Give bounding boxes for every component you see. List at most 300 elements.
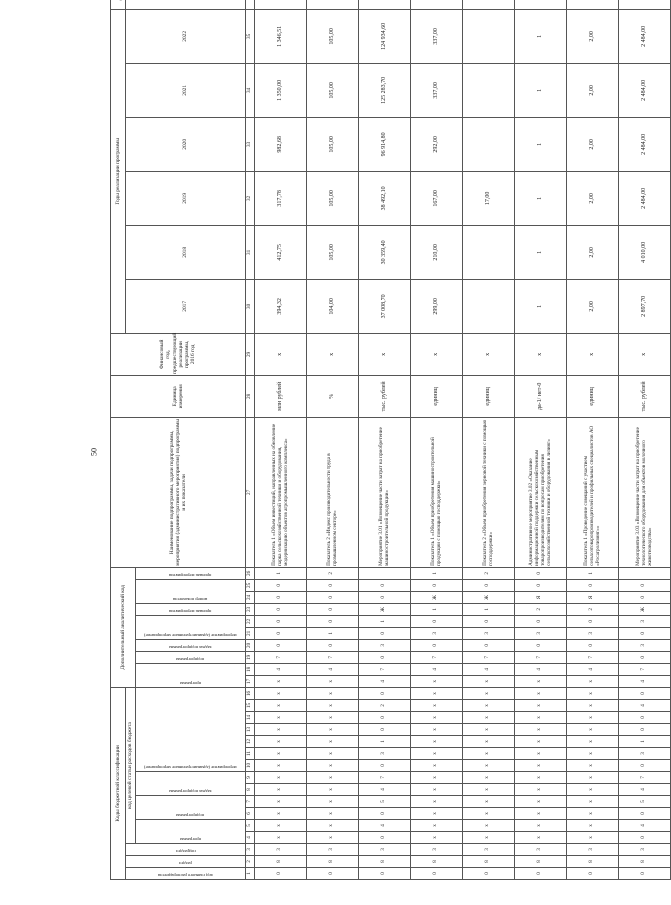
column-number: 23 xyxy=(245,603,254,615)
column-number: 9 xyxy=(245,772,254,784)
code-digit: 0 xyxy=(358,591,410,603)
year-value: 167,00 xyxy=(410,171,462,225)
code-digit: 3 xyxy=(566,627,618,639)
table-row xyxy=(306,0,358,880)
code-digit: x xyxy=(514,772,566,784)
code-digit: 0 xyxy=(514,567,566,579)
code-digit: 7 xyxy=(514,651,566,663)
year-value: 1 xyxy=(514,63,566,117)
year-value: 1 xyxy=(514,279,566,333)
code-digit: 0 xyxy=(566,868,618,880)
year-value: 105,00 xyxy=(306,9,358,63)
year-value: 96 914,80 xyxy=(358,117,410,171)
code-digit: 7 xyxy=(358,663,410,675)
code-digit: x xyxy=(566,796,618,808)
column-number: 18 xyxy=(245,663,254,675)
code-digit: x xyxy=(254,808,306,820)
vert-header: подраздел xyxy=(126,844,245,856)
code-digit: 8 xyxy=(254,856,306,868)
code-digit: 0 xyxy=(462,639,514,651)
code-digit: 1 xyxy=(358,736,410,748)
code-digit: 0 xyxy=(358,724,410,736)
table-body xyxy=(254,0,670,880)
code-digit: 4 xyxy=(306,663,358,675)
code-digit: 0 xyxy=(618,687,670,699)
fin-year-header: Финансовый год, предшествующий реализации программы, 2016 год xyxy=(111,333,246,375)
code-digit: x xyxy=(254,832,306,844)
code-digit: x xyxy=(306,784,358,796)
column-number: 35 xyxy=(245,9,254,63)
code-digit: x xyxy=(254,748,306,760)
code-digit: x xyxy=(462,675,514,687)
code-digit: 4 xyxy=(514,663,566,675)
code-digit: 0 xyxy=(410,868,462,880)
code-digit: x xyxy=(514,724,566,736)
row-name: Показатель 1 «Проведение совещаний с участием сельхозтоваропроизводителей и профильных специалистов АО «Росагролизинг»» xyxy=(566,417,618,567)
code-digit: 0 xyxy=(618,760,670,772)
vert-header: задача подпрограммы xyxy=(135,772,245,796)
row-unit: единиц xyxy=(566,375,618,417)
code-digit: x xyxy=(514,796,566,808)
code-digit: 4 xyxy=(618,675,670,687)
row-name: Административное мероприятие 3.02 «Оказание информационной поддержки сельскохозяйственным товаропроизводителям по вопросам приобретения сельскохозяйственной техники и оборудования в лизинг» xyxy=(514,417,566,567)
year-header: 2021 xyxy=(126,63,245,117)
year-header: 2018 xyxy=(126,225,245,279)
code-digit: 3 xyxy=(410,844,462,856)
table-row xyxy=(462,0,514,880)
year-header: 2019 xyxy=(126,171,245,225)
year-value: 2 484,00 xyxy=(618,117,670,171)
code-digit: 8 xyxy=(514,856,566,868)
column-number: 17 xyxy=(245,675,254,687)
code-digit: x xyxy=(514,784,566,796)
code-digit: 3 xyxy=(358,639,410,651)
year-header: 2020 xyxy=(126,117,245,171)
year-value: 337,00 xyxy=(410,63,462,117)
code-digit: 3 xyxy=(618,615,670,627)
column-number: 27 xyxy=(245,417,254,567)
code-digit: 0 xyxy=(358,712,410,724)
code-digit: x xyxy=(410,748,462,760)
year-value: 1 xyxy=(514,9,566,63)
year-value: 105,00 xyxy=(306,171,358,225)
vert-header: признак мероприятия xyxy=(135,417,245,579)
code-digit: Ж xyxy=(410,591,462,603)
row-target xyxy=(358,0,410,9)
column-number: 6 xyxy=(245,808,254,820)
code-digit: 2 xyxy=(566,603,618,615)
code-digit: x xyxy=(462,772,514,784)
code-digit: x xyxy=(254,712,306,724)
code-digit: 0 xyxy=(306,579,358,591)
year-value: 299,00 xyxy=(410,279,462,333)
code-digit: 2 xyxy=(514,603,566,615)
row-fin-year: x xyxy=(306,333,358,375)
code-digit: x xyxy=(566,748,618,760)
budget-codes-header: Коды бюджетной классификации xyxy=(111,687,126,879)
row-unit: единиц xyxy=(410,375,462,417)
code-digit: x xyxy=(410,832,462,844)
code-digit: 3 xyxy=(514,627,566,639)
code-digit: x xyxy=(514,808,566,820)
column-number: 24 xyxy=(245,591,254,603)
code-digit: x xyxy=(306,760,358,772)
code-digit: x xyxy=(306,772,358,784)
year-value: 2,00 xyxy=(566,63,618,117)
year-value xyxy=(462,117,514,171)
code-digit: x xyxy=(410,808,462,820)
code-digit: Ж xyxy=(358,603,410,615)
year-value: 2 484,00 xyxy=(618,171,670,225)
column-number: 15 xyxy=(245,700,254,712)
code-digit: x xyxy=(566,760,618,772)
year-value: 1 xyxy=(514,171,566,225)
code-digit: 0 xyxy=(514,579,566,591)
column-number: 7 xyxy=(245,796,254,808)
code-digit: x xyxy=(306,675,358,687)
code-digit: x xyxy=(306,724,358,736)
code-digit: x xyxy=(514,687,566,699)
code-digit: 0 xyxy=(254,603,306,615)
code-digit: 0 xyxy=(618,627,670,639)
code-digit: x xyxy=(410,724,462,736)
row-fin-year: x xyxy=(462,333,514,375)
vert-header: номер показателя xyxy=(135,579,245,603)
code-digit: 7 xyxy=(306,651,358,663)
column-number-row xyxy=(245,0,254,880)
target-value-header xyxy=(126,0,245,9)
code-digit: x xyxy=(514,748,566,760)
code-digit: 0 xyxy=(410,639,462,651)
row-fin-year: x xyxy=(410,333,462,375)
year-value: 124 934,60 xyxy=(358,9,410,63)
code-digit: x xyxy=(566,700,618,712)
code-digit: x xyxy=(514,832,566,844)
code-digit: x xyxy=(306,748,358,760)
code-digit: x xyxy=(254,724,306,736)
column-number: 26 xyxy=(245,567,254,579)
code-digit: 0 xyxy=(566,639,618,651)
code-digit: 4 xyxy=(358,675,410,687)
code-digit: x xyxy=(566,784,618,796)
table-row xyxy=(618,0,670,880)
year-value: 317,78 xyxy=(254,171,306,225)
column-number: 12 xyxy=(245,736,254,748)
year-header: 2017 xyxy=(126,279,245,333)
code-digit: x xyxy=(462,687,514,699)
code-digit: 0 xyxy=(254,615,306,627)
row-fin-year: x xyxy=(618,333,670,375)
code-digit: x xyxy=(306,832,358,844)
code-digit: x xyxy=(462,736,514,748)
code-digit: x xyxy=(514,760,566,772)
column-number: 10 xyxy=(245,760,254,772)
code-digit: x xyxy=(254,687,306,699)
column-number: 4 xyxy=(245,832,254,844)
year-value: 412,75 xyxy=(254,225,306,279)
year-value: 105,00 xyxy=(306,225,358,279)
code-digit: x xyxy=(410,700,462,712)
year-value: 2,00 xyxy=(566,9,618,63)
year-value xyxy=(462,9,514,63)
code-digit: 0 xyxy=(462,615,514,627)
code-digit: 7 xyxy=(618,772,670,784)
code-digit: 0 xyxy=(618,579,670,591)
code-digit: x xyxy=(462,832,514,844)
code-digit: x xyxy=(514,736,566,748)
row-unit: млн рублей xyxy=(254,375,306,417)
year-value: 105,00 xyxy=(306,117,358,171)
code-digit: x xyxy=(254,736,306,748)
row-fin-year: x xyxy=(254,333,306,375)
row-target xyxy=(514,0,566,9)
code-digit: 7 xyxy=(410,651,462,663)
code-digit: Я xyxy=(514,591,566,603)
code-digit: 4 xyxy=(358,784,410,796)
code-digit: 0 xyxy=(618,712,670,724)
code-digit: 1 xyxy=(358,615,410,627)
column-number: 29 xyxy=(245,333,254,375)
code-digit: 1 xyxy=(462,603,514,615)
year-value: 1 350,00 xyxy=(254,63,306,117)
column-number: 2 xyxy=(245,856,254,868)
code-digit: 3 xyxy=(358,844,410,856)
code-digit: 5 xyxy=(358,796,410,808)
code-digit: 0 xyxy=(566,579,618,591)
code-digit: x xyxy=(306,796,358,808)
column-number: 34 xyxy=(245,63,254,117)
column-number: 31 xyxy=(245,225,254,279)
code-digit: 0 xyxy=(358,808,410,820)
row-name: Показатель 1 «Объем приобретения машиностроительной продукции с помощью господдержки» xyxy=(410,417,462,567)
column-number xyxy=(245,0,254,9)
year-value: 125 283,70 xyxy=(358,63,410,117)
year-value: 2 484,00 xyxy=(618,63,670,117)
code-digit: 3 xyxy=(254,844,306,856)
row-unit: тыс. рублей xyxy=(618,375,670,417)
table-row xyxy=(358,0,410,880)
code-digit: 0 xyxy=(618,651,670,663)
code-digit: 0 xyxy=(514,615,566,627)
code-digit: 8 xyxy=(618,856,670,868)
year-value: 105,00 xyxy=(306,63,358,117)
code-digit: 1 xyxy=(618,736,670,748)
code-digit: 2 xyxy=(462,567,514,579)
program-indicators-table xyxy=(110,0,671,880)
year-value: 2,00 xyxy=(566,279,618,333)
code-digit: 3 xyxy=(306,844,358,856)
year-value: 210,00 xyxy=(410,225,462,279)
code-digit: 0 xyxy=(254,579,306,591)
code-digit: 0 xyxy=(306,591,358,603)
code-digit: 0 xyxy=(358,760,410,772)
code-digit: 1 xyxy=(410,567,462,579)
row-fin-year: x xyxy=(514,333,566,375)
row-fin-year: x xyxy=(566,333,618,375)
code-digit: 3 xyxy=(514,844,566,856)
year-value: 2 484,00 xyxy=(618,9,670,63)
column-number: 28 xyxy=(245,375,254,417)
vert-header: мероприятие (административное мероприятие) xyxy=(135,687,245,771)
code-digit: 8 xyxy=(306,856,358,868)
row-target xyxy=(254,0,306,9)
code-digit: x xyxy=(462,808,514,820)
code-digit: x xyxy=(514,675,566,687)
year-value: 30 359,40 xyxy=(358,225,410,279)
vert-header: мероприятие (административное мероприятие) xyxy=(135,615,245,639)
row-unit: тыс. рублей xyxy=(358,375,410,417)
name-column-header: Наименование подпрограммы, задачи подпрограммы, мероприятия (административного мероприятия) подпрограммы и их показатели xyxy=(111,417,246,567)
year-value xyxy=(462,279,514,333)
vert-header: код главного распорядителя xyxy=(126,868,245,880)
code-digit: 5 xyxy=(618,796,670,808)
code-digit: 8 xyxy=(462,856,514,868)
vert-header: признак мероприятия xyxy=(135,603,245,615)
code-digit: 0 xyxy=(462,868,514,880)
year-value: 37 008,70 xyxy=(358,279,410,333)
column-number: 8 xyxy=(245,784,254,796)
year-value: 982,68 xyxy=(254,117,306,171)
column-number: 32 xyxy=(245,171,254,225)
code-digit: x xyxy=(462,760,514,772)
row-name: Мероприятие 3.01 «Возмещение части затрат на приобретение машиностроительной продукции» xyxy=(358,417,410,567)
vert-header: программа xyxy=(135,820,245,844)
code-digit: x xyxy=(254,772,306,784)
code-digit: x xyxy=(410,760,462,772)
code-digit: 0 xyxy=(358,687,410,699)
code-digit: 4 xyxy=(618,820,670,832)
row-target xyxy=(566,0,618,9)
table-row xyxy=(254,0,306,880)
target-code-header: код целевой статьи расходов бюджета xyxy=(126,687,135,843)
code-digit: 0 xyxy=(358,651,410,663)
code-digit: x xyxy=(254,675,306,687)
row-target xyxy=(306,0,358,9)
code-digit: x xyxy=(306,712,358,724)
code-digit: x xyxy=(254,784,306,796)
code-digit: 0 xyxy=(254,627,306,639)
row-target xyxy=(462,0,514,9)
year-value: 2,00 xyxy=(566,171,618,225)
code-digit xyxy=(618,567,670,579)
code-digit: x xyxy=(410,796,462,808)
year-value: 17,00 xyxy=(462,171,514,225)
year-value: 4 010,00 xyxy=(618,225,670,279)
code-digit: x xyxy=(462,784,514,796)
code-digit: x xyxy=(410,784,462,796)
code-digit: 0 xyxy=(358,868,410,880)
code-digit: 8 xyxy=(566,856,618,868)
code-digit: x xyxy=(254,760,306,772)
vert-header: задача подпрограммы xyxy=(135,639,245,651)
code-digit: x xyxy=(306,687,358,699)
code-digit: x xyxy=(254,796,306,808)
code-digit: x xyxy=(410,736,462,748)
code-digit: 0 xyxy=(618,808,670,820)
code-digit: 8 xyxy=(358,856,410,868)
code-digit: x xyxy=(566,808,618,820)
column-number: 25 xyxy=(245,579,254,591)
column-number: 20 xyxy=(245,639,254,651)
code-digit: x xyxy=(566,687,618,699)
code-digit: 0 xyxy=(618,724,670,736)
column-number: 11 xyxy=(245,748,254,760)
unit-column-header: Единица измерения xyxy=(111,375,246,417)
code-digit: 0 xyxy=(306,639,358,651)
code-digit: 4 xyxy=(566,663,618,675)
code-digit: x xyxy=(410,675,462,687)
code-digit: x xyxy=(566,820,618,832)
header-row-1 xyxy=(111,0,126,880)
code-digit: Ж xyxy=(618,603,670,615)
row-name: Показатель 1 «Объем инвестиций, направленных на обновление парка сельскохозяйственной техники и оборудования, модернизацию объектов агропромышленного комплекса» xyxy=(254,417,306,567)
vert-header: подпрограмма xyxy=(135,651,245,663)
table-row xyxy=(410,0,462,880)
year-value: 104,00 xyxy=(306,279,358,333)
code-digit: x xyxy=(410,820,462,832)
code-digit: x xyxy=(566,832,618,844)
year-value xyxy=(462,63,514,117)
code-digit: x xyxy=(306,736,358,748)
code-digit: 0 xyxy=(618,832,670,844)
code-digit: 0 xyxy=(514,639,566,651)
code-digit: 3 xyxy=(618,639,670,651)
row-target xyxy=(618,0,670,9)
code-digit: 0 xyxy=(566,615,618,627)
code-digit: 0 xyxy=(254,591,306,603)
code-digit: 0 xyxy=(514,868,566,880)
year-value: 1 xyxy=(514,117,566,171)
code-digit: x xyxy=(462,820,514,832)
year-value: 337,00 xyxy=(410,9,462,63)
column-number: 5 xyxy=(245,820,254,832)
code-digit: x xyxy=(566,675,618,687)
year-header: 2022 xyxy=(126,9,245,63)
year-value: 2,00 xyxy=(566,117,618,171)
code-digit: 4 xyxy=(618,700,670,712)
code-digit: 4 xyxy=(462,663,514,675)
row-name: Мероприятие 3.03 «Возмещение части затрат на приобретение технологического оборудования для объектов молочного животноводства» xyxy=(618,417,670,567)
table-row xyxy=(566,0,618,880)
row-unit: да-1/ нет-0 xyxy=(514,375,566,417)
code-digit: 0 xyxy=(358,832,410,844)
code-digit: 4 xyxy=(618,784,670,796)
year-value: 2,00 xyxy=(566,225,618,279)
code-digit: x xyxy=(462,712,514,724)
code-digit: 3 xyxy=(410,627,462,639)
column-number: 13 xyxy=(245,724,254,736)
code-digit: 7 xyxy=(618,663,670,675)
code-digit: x xyxy=(566,724,618,736)
year-value xyxy=(462,225,514,279)
code-digit: x xyxy=(306,700,358,712)
code-digit: 7 xyxy=(358,772,410,784)
code-digit: 7 xyxy=(254,651,306,663)
row-unit: % xyxy=(306,375,358,417)
page-number: 50 xyxy=(89,448,99,456)
column-number: 22 xyxy=(245,615,254,627)
code-digit: x xyxy=(410,712,462,724)
code-digit: x xyxy=(514,712,566,724)
code-digit: Я xyxy=(566,591,618,603)
code-digit: x xyxy=(462,700,514,712)
code-digit: 0 xyxy=(254,868,306,880)
code-digit: 4 xyxy=(410,663,462,675)
code-digit: 0 xyxy=(306,868,358,880)
column-number: 14 xyxy=(245,712,254,724)
code-digit: 4 xyxy=(358,820,410,832)
code-digit: 1 xyxy=(306,627,358,639)
